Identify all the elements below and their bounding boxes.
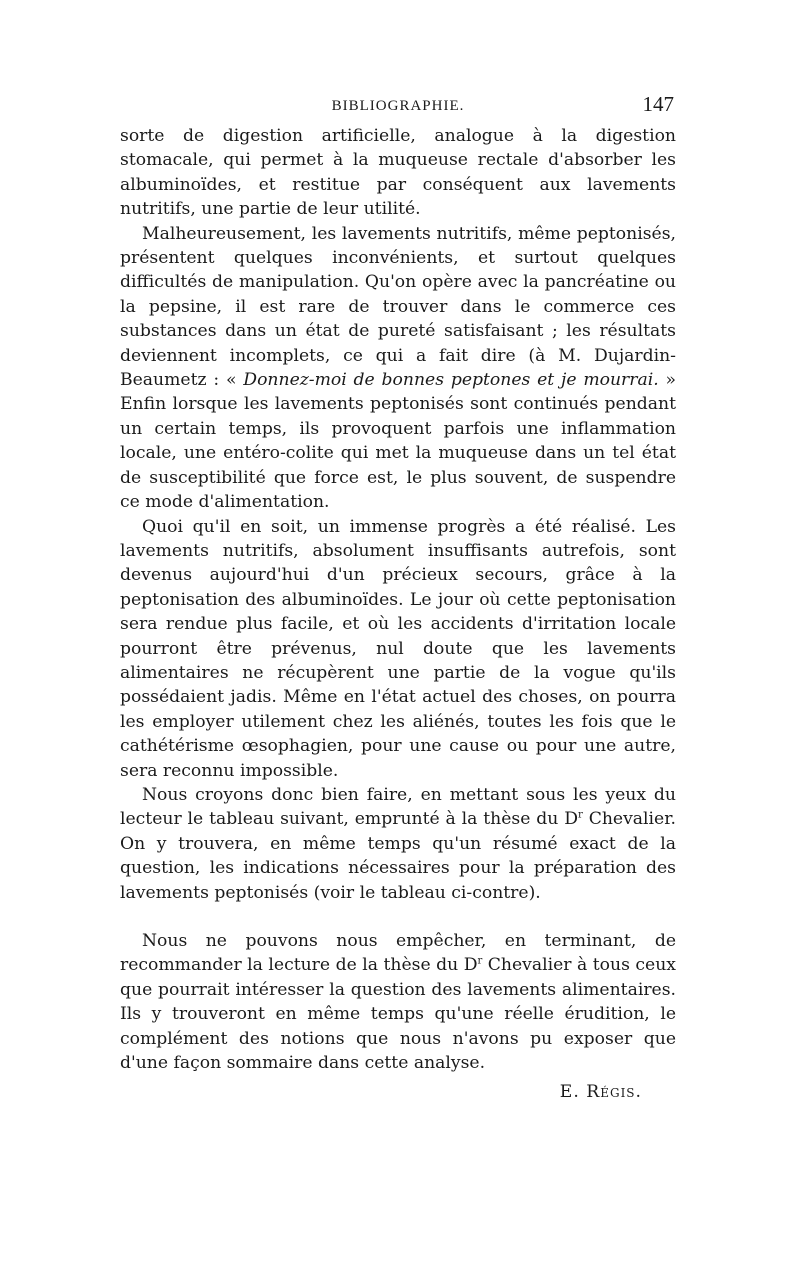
paragraph-2-text-after: » Enfin lorsque les lavements peptonisés sont continués pendant un certain temps, ils provoquent parfois une inflammation locale, une entéro-colite qui met la muqueuse dans un tel état de susceptibilité que force est, le plus souvent, de suspendre ce mode d'alimentation. — [120, 370, 677, 513]
page — [120, 92, 676, 1105]
paragraph-3: Quoi qu'il en soit, un immense progrès a été réalisé. Les lavements nutritifs, absolument insuffisants autrefois, sont devenus aujourd'hui d'un précieux secours, grâce à la peptonisation des albuminoïdes. Le jour où cette peptonisation sera rendue plus facile, et où les accidents d'irritation locale pourront être prévenus, nul doute que les lavements alimentaires ne récupèrent une partie de la vogue qu'ils possédaient jadis. Même en l'état actuel des choses, on pourra les employer utilement chez les aliénés, toutes les fois que le cathétérisme œsophagien, pour une cause ou pour une autre, sera reconnu impossible. — [120, 516, 676, 781]
signature-name: Régis. — [586, 1082, 642, 1103]
paragraph-4 — [120, 783, 676, 905]
paragraph-4-text-after: Chevalier. On y trouvera, en même temps qu'un résumé exact de la question, les indications nécessaires pour la préparation des lavements peptonisés (voir le tableau ci-contre). — [120, 809, 676, 903]
signature-initial: E. — [559, 1082, 580, 1103]
paragraph-5-text-after: Chevalier à tous ceux que pourrait intéresser la question des lavements alimentaires. Ils y trouveront en même temps qu'une réelle érudition, le complément des notions que nous n'avons pu exposer que d'une façon sommaire dans cette analyse. — [120, 955, 676, 1074]
paragraph-2 — [120, 222, 676, 515]
running-title: BIBLIOGRAPHIE. — [331, 98, 465, 114]
page-number: 147 — [642, 92, 674, 116]
doctor-superscript: r — [477, 955, 483, 967]
paragraph-1: sorte de digestion artificielle, analogue à la digestion stomacale, qui permet à la muqueuse rectale d'absorber les albuminoïdes, et restitue par conséquent aux lavements nutritifs, une partie de leur utilité. — [120, 126, 676, 220]
paragraph-gap — [120, 905, 676, 929]
running-head — [120, 92, 676, 120]
paragraph-5-text-before: Nous ne pouvons nous empêcher, en terminant, de recommander la lecture de la thèse du D — [120, 931, 676, 976]
doctor-superscript: r — [578, 809, 583, 821]
paragraph-5 — [120, 929, 676, 1075]
paragraph-4-text-before: Nous croyons donc bien faire, en mettant sous les yeux du lecteur le tableau suivant, emprunté à la thèse du D — [120, 784, 676, 830]
paragraph-2-text-before: Malheureusement, les lavements nutritifs, même peptonisés, présentent quelques inconvénients, et surtout quelques difficultés de manipulation. Qu'on opère avec la pancréatine ou la pepsine, il est rare de trouver dans le commerce ces substances dans un état de pureté satisfaisant ; les résultats deviennent incomplets, ce qui a fait dire (à M. Dujardin-Beaumetz : « — [120, 223, 676, 391]
quotation: Donnez-moi de bonnes peptones et je mourrai. — [243, 370, 659, 391]
signature — [120, 1079, 676, 1105]
